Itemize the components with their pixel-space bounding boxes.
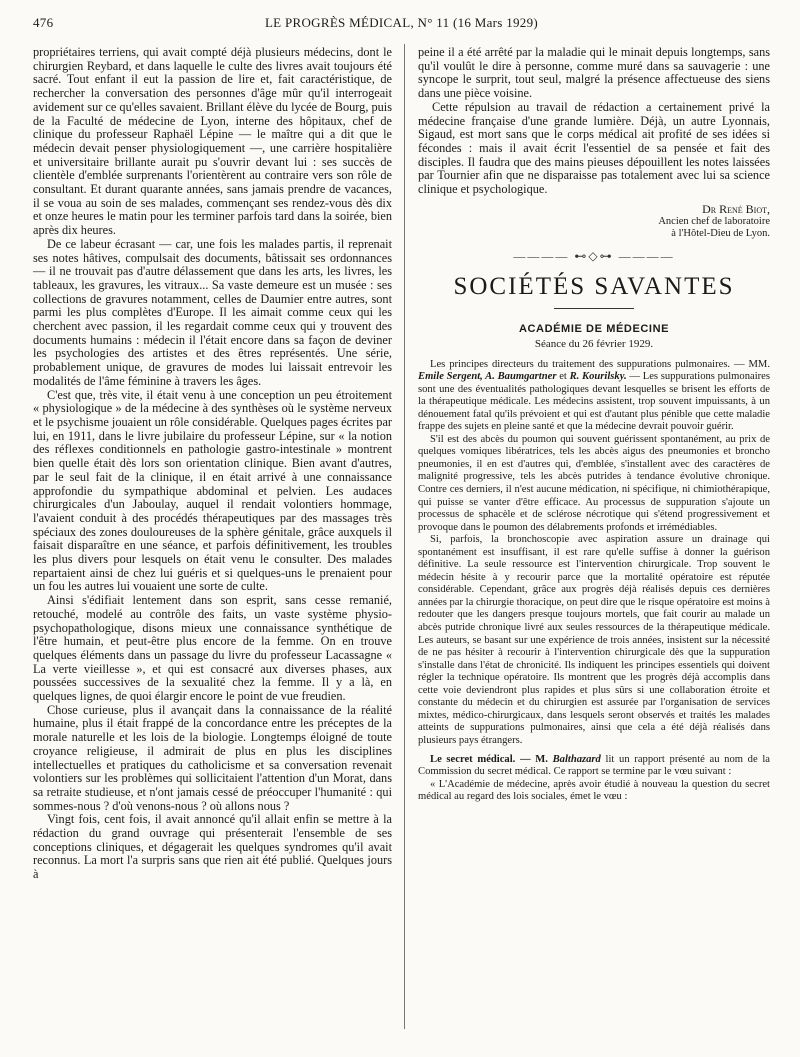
paragraph-text: lit un rapport présenté au nom de la Commission du secret médical. Ce rapport se termine par le vœu suivant : [418,753,770,778]
paragraph: « L'Académie de médecine, après avoir étudié à nouveau la question du secret médical au regard des lois sociales, émet le vœu : [418,778,770,803]
paragraph: propriétaires terriens, qui avait compté déjà plusieurs médecins, dont le chirurgien Reybard, et dans laquelle le culte des livres avait toujours été sacré. Tout enfant il eut la passion de lire et, fait caractéristique, de rechercher la conversation des personnes d'âge mûr qu'il interrogeait avidement sur ce qu'elles savaient. Brillant élève du lycée de Bourg, puis de la Faculté de médecine de Lyon, interne des hôpitaux, chef de clinique du professeur Raphaël Lépine — le maître qui a dit que le médecin devait penser physiologiquement —, une carrière hospitalière et universitaire brillante aurait pu s'ouvrir devant lui : ses succès de clientèle d'emblée surprenants l'orientèrent au contraire vers son rôle de consultant. Et durant quarante années, sans jamais prendre de vacances, il se voua au soin de ses malades, commençant ses rendez-vous dès dix et onze heures le matin pour les terminer parfois tard dans la soirée, bien après dix heures. [33,46,392,238]
section-rule [554,308,634,309]
proceedings [418,359,770,804]
paper-authors: Emile Sergent, A. Baumgartner [418,371,557,383]
paragraph: Si, parfois, la bronchoscopie avec aspiration assure un drainage qui spontanément est insuffisant, il est rare qu'elle suffise à donner la guérison définitive. La seule ressource est l'intervention chirurgicale. Trop souvent le médecin hésite à y recourir parce que la mortalité opératoire est réputée considérable. Cependant, grâce aux progrès déjà réalisés depuis ces dernières années par la chirurgie thoracique, on peut dire que le risque opératoire est moins à redouter que les dangers presque toujours mortels, que fait courir au malade un abcès putride chronique livré aux seules ressources de la thérapeutique médicale. Les auteurs, se basant sur une expérience de trois années, insistent sur la nécessité de ne pas hésiter à recourir à l'intervention chirurgicale dès que la suppuration s'installe dans l'état de chronicité. Ils indiquent les principes essentiels qui doivent régler la technique opératoire. Ils montrent que les progrès déjà accomplis dans cette voie deviendront plus rapides et plus sûrs si une collaboration étroite et constante du médecin et du chirurgien est assurée par l'organisation de services mixtes, médico-chirurgicaux, dans lesquels seront observés et traités les malades atteints de suppurations pulmonaires, ainsi que cela a été déjà réalisés dans plusieurs pays étrangers. [418,534,770,746]
paper-title: Les principes directeurs du traitement des suppurations pulmonaires. — MM. [430,358,770,370]
paragraph-text: — Les suppurations pulmonaires sont une des éventualités pathologiques devant lesquelles se brisent les efforts de la thérapeutique médicale. Les médecins assistent, trop souvent impuissants, à un dénouement fatal qu'ils prévoient et qui est d'autant plus pénible que cette maladie frappe des sujets en pleine santé et que la médecine devrait pouvoir guérir. [418,371,770,433]
author-affiliation: à l'Hôtel-Dieu de Lyon. [671,228,770,240]
paragraph: Cette répulsion au travail de rédaction a certainement privé la médecine française d'une grande lumière. Déjà, un autre Lyonnais, Sigaud, est mort sans que le corps médical ait profité de ses idées si fécondes : mais il avait écrit l'essentiel de sa pensée et fait des disciples. Il faudra que des mains pieuses dépouillent les notes laissées par Tournier afin que ne disparaisse pas totalement avec lui sa science clinique et psychologique. [418,99,770,197]
session-date: Séance du 26 février 1929. [534,337,654,350]
paragraph: peine il a été arrêté par la maladie qui le minait depuis longtemps, sans qu'il voulût le dire à personne, comme muré dans sa sauvagerie : une syncope le surprit, tout seul, malgré la présence affectueuse des siens dans une pièce voisine. [418,46,770,101]
paper-author: Balthazard [552,753,601,765]
paragraph: S'il est des abcès du poumon qui souvent guérissent spontanément, au prix de quelques vomiques libératrices, tels les abcès aigus des pneumonies et broncho pneumonies, il en est d'autres qui, d'emblée, s'installent avec des caractères de malignité progressive, tels les abcès putrides à tendance évolutive chronique. Contre ces derniers, il n'est aucune médication, ni spécifique, ni chimiothérapique, qui puisse se vanter d'être efficace. Au processus de suppuration s'ajoute un processus de sphacèle et de sclérose nécrotique qui s'étend progressivement et provoque dans le poumon des délabrements profonds et irrémédiables. [418,433,770,533]
paragraph: De ce labeur écrasant — car, une fois les malades partis, il reprenait ses notes hâtives, compulsait des documents, bâtissait ses ordonnances — il ne trouvait pas d'autre délassement que dans les arts, les livres, les tableaux, les gravures, les vitraux... Sa vaste demeure est un musée : ses collections de gravures notamment, celles de Daumier entre autres, sont parmi les plus complètes d'Europe. Il les aimait comme ceux qui les cherchent avec passion, il les regardait comme ceux qui y trouvent des documents humains : médecin il l'était encore dans sa façon de deviner les psychologies des artistes et des êtres représentés. Une série, probablement unique, de gravures de modes lui laissait entrevoir les modalités de l'âme féminine à travers les âges. [33,236,392,388]
page-number: 476 [33,15,54,30]
paragraph: Chose curieuse, plus il avançait dans la connaissance de la réalité humaine, plus il était frappé de la concordance entre les préceptes de la morale naturelle et les lois de la biologie. Longtemps éloigné de toute croyance religieuse, il admirait de plus en plus les disciplines intellectuelles et pratiques du catholicisme et sa conversation revenait volontiers sur les problèmes qui sollicitaient l'attention d'un Morat, dans sa retraite studieuse, et n'ont jamais cessé de préoccuper l'humanité : qui sommes-nous ? d'où venons-nous ? où allons nous ? [33,702,392,813]
left-column [33,46,392,1047]
column-divider [404,44,405,1029]
conjunction: et [556,371,570,383]
paragraph [418,359,770,434]
page-header [33,12,770,34]
paragraph: Ainsi s'édifiait lentement dans son esprit, sans cesse remanié, retouché, modelé au contrôle des faits, un vaste système physio-psychopathologique, disons mieux une connaissance synthétique de l'être humain, et peut-être plus encore de la femme. On en trouve quelques éléments dans un passage du livre du professeur Lacassagne « La verte vieillesse », et qui est consacré aux diverses phases, aux poussées successives de la sexualité chez la femme. Il y a là, en quelques lignes, de quoi élargir encore le point de vue freudien. [33,593,392,704]
paper-title: Le secret médical. — M. [430,753,553,765]
ornament-divider-icon: ———— ⊷◇⊶ ———— [513,249,675,264]
running-title: LE PROGRÈS MÉDICAL, N° 11 (16 Mars 1929) [264,15,539,30]
section-title: SOCIÉTÉS SAVANTES [453,273,735,301]
paragraph: C'est que, très vite, il était venu à une conception un peu étroitement « physiologique » de la médecine à des synthèses où le système nerveux et le psychisme jouaient un rôle considérable. Quelques pages écrites par lui, en 1911, dans le livre jubilaire du professeur Lépine, sur « la notion des réflexes conditionnels en pathologie gastro-intestinale » montrent bien quelle était dès lors son orientation clinique. Bien avant d'autres, par le seul fait de la clinique, il en était arrivé à une connaissance approfondie du sympathique abdominal et pelvien. Les audaces chirurgicales d'un Jaboulay, auquel il rendait volontiers hommage, l'avaient conduit à des procédés thérapeutiques par des massages très spéciaux des zones douloureuses de la sphère génitale, grâce auxquels il faisait disparaître en une séance, et parfois définitivement, les troubles les plus divers pour lesquels on était venu le consulter. Des malades repartaient ainsi de chez lui guéris et si quelques-uns le prenaient pour un fou les autres lui vouaient une sorte de culte. [33,387,392,594]
right-column [418,46,770,1047]
author-role: Ancien chef de laboratoire [658,216,770,228]
academy-heading: ACADÉMIE DE MÉDECINE [518,323,670,336]
paragraph [418,754,770,779]
paragraph: Vingt fois, cent fois, il avait annoncé qu'il allait enfin se mettre à la rédaction du grand ouvrage qui présenterait l'ensemble de ses conceptions cliniques, et dégagerait les quelques syndromes qu'il avait reconnus. La mort l'a surpris sans que rien ait été publié. Quelques jours à [33,812,392,882]
paper-author: R. Kourilsky. [569,371,627,383]
author-signature: Dr René Biot, [702,201,770,216]
